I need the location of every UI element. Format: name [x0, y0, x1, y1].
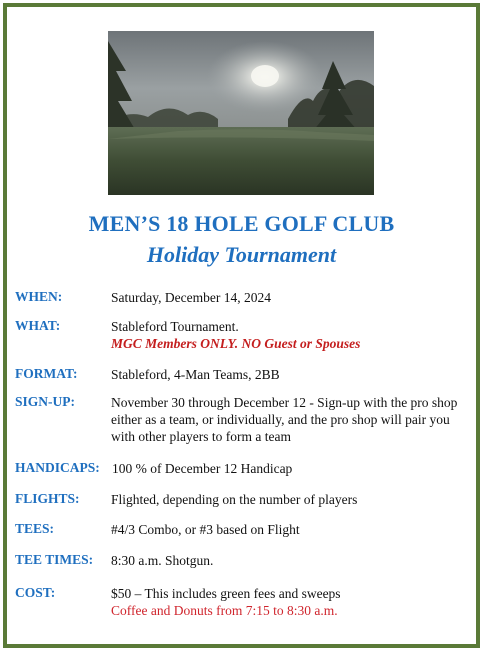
detail-label: TEE TIMES: — [15, 552, 94, 567]
detail-value: Flighted, depending on the number of players — [111, 492, 358, 507]
detail-label: WHEN: — [15, 289, 63, 304]
detail-label: SIGN-UP: — [15, 394, 75, 409]
detail-label: TEES: — [15, 521, 55, 536]
detail-value: $50 – This includes green fees and sweeps — [111, 586, 341, 601]
detail-label: HANDICAPS: — [15, 460, 100, 475]
detail-value-block — [111, 318, 467, 352]
page-subtitle: Holiday Tournament — [146, 242, 337, 267]
detail-value: #4/3 Combo, or #3 based on Flight — [111, 522, 300, 537]
page-title: MEN’S 18 HOLE GOLF CLUB — [88, 211, 395, 236]
detail-value: Stableford Tournament. — [111, 319, 239, 334]
refreshments-note: Coffee and Donuts from 7:15 to 8:30 a.m. — [111, 603, 338, 618]
detail-label: WHAT: — [15, 318, 61, 333]
detail-value: 100 % of December 12 Handicap — [112, 461, 293, 476]
detail-value: Saturday, December 14, 2024 — [111, 290, 271, 305]
detail-value: 8:30 a.m. Shotgun. — [111, 553, 214, 568]
golf-course-photo — [108, 31, 374, 195]
detail-value: November 30 through December 12 - Sign-up with the pro shop either as a team, or individually, and the pro shop will pair you with other players to form a team — [111, 395, 458, 444]
detail-label: FLIGHTS: — [15, 491, 80, 506]
detail-label: COST: — [15, 585, 56, 600]
detail-label: FORMAT: — [15, 366, 78, 381]
detail-value: Stableford, 4-Man Teams, 2BB — [111, 367, 280, 382]
detail-value-block — [111, 585, 467, 619]
members-only-note: MGC Members ONLY. NO Guest or Spouses — [111, 336, 361, 351]
